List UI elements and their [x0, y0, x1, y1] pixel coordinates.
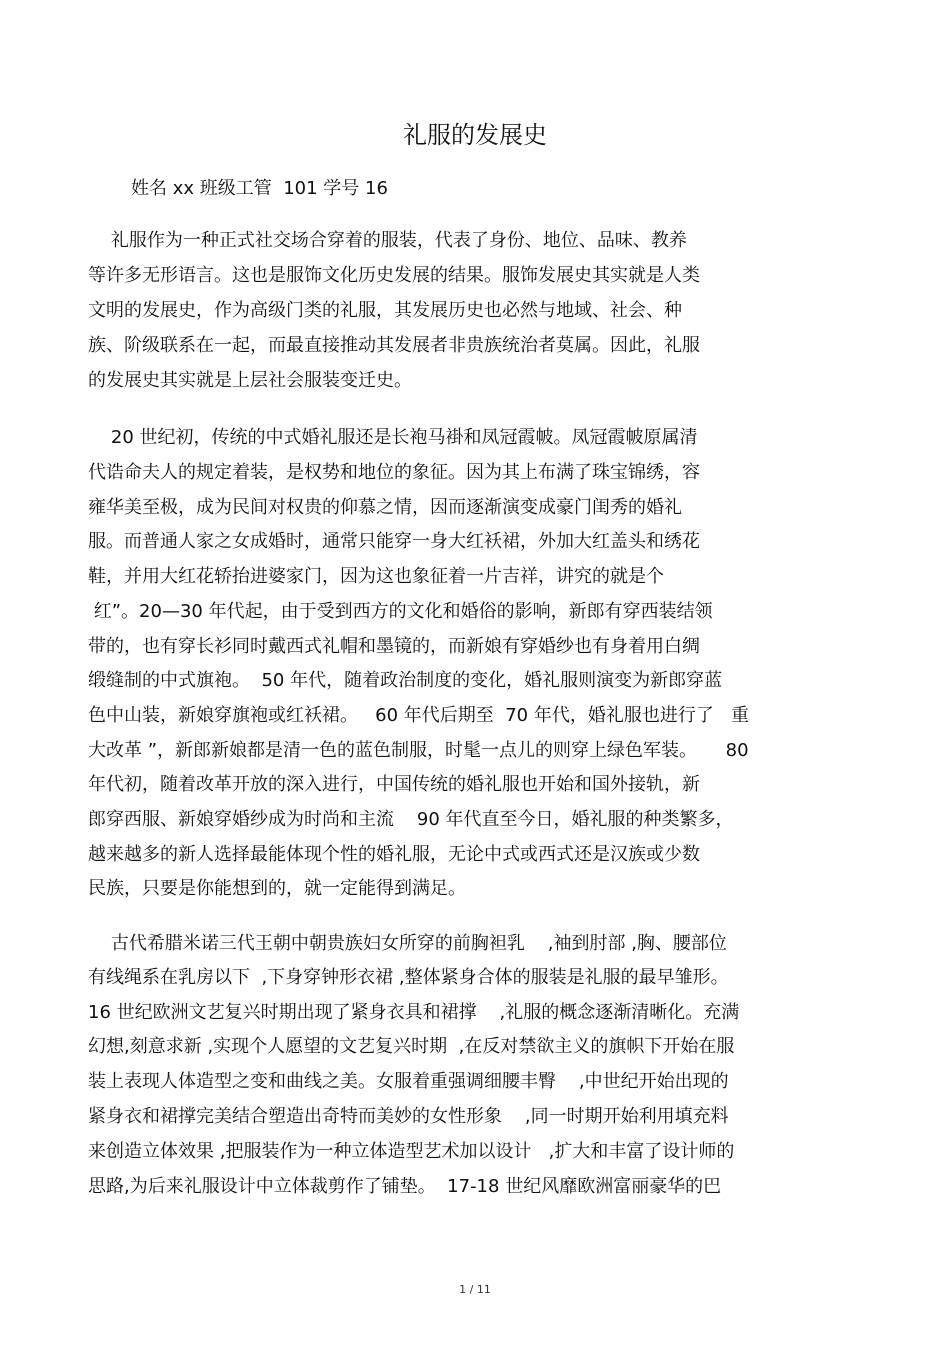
- paragraph-line: 思路,为后来礼服设计中立体裁剪作了铺垫。 17-18 世纪风靡欧洲富丽豪华的巴: [88, 1176, 722, 1197]
- paragraph-line: 大改革 ”，新郎新娘都是清一色的蓝色制服，时髦一点儿的则穿上绿色军装。 80: [88, 740, 749, 761]
- paragraph-line: 等许多无形语言。这也是服饰文化历史发展的结果。服饰发展史其实就是人类: [88, 265, 700, 286]
- paragraph-line: 礼服作为一种正式社交场合穿着的服装，代表了身份、地位、品味、教养: [88, 230, 687, 251]
- paragraph-line: 鞋，并用大红花轿抬进婆家门，因为这也象征着一片吉祥，讲究的就是个: [88, 566, 664, 587]
- paragraph-line: 装上表现人体造型之变和曲线之美。女服着重强调细腰丰臀 ,中世纪开始出现的: [88, 1071, 729, 1092]
- paragraph-line: 代诰命夫人的规定着装，是权势和地位的象征。因为其上布满了珠宝锦绣，容: [88, 462, 700, 483]
- paragraph-line: 幻想,刻意求新 ,实现个人愿望的文艺复兴时期 ,在反对禁欲主义的旗帜下开始在服: [88, 1036, 735, 1057]
- paragraph-line: 缎缝制的中式旗袍。 50 年代，随着政治制度的变化，婚礼服则演变为新郎穿蓝: [88, 670, 723, 691]
- paragraph-line: 带的，也有穿长衫同时戴西式礼帽和墨镜的，而新娘有穿婚纱也有身着用白绸: [88, 636, 700, 657]
- paragraph-line: 年代初，随着改革开放的深入进行，中国传统的婚礼服也开始和国外接轨，新: [88, 774, 700, 795]
- paragraph-line: 20 世纪初，传统的中式婚礼服还是长袍马褂和凤冠霞帔。凤冠霞帔原属清: [88, 427, 698, 448]
- paragraph-line: 来创造立体效果 ,把服装作为一种立体造型艺术加以设计 ,扩大和丰富了设计师的: [88, 1141, 735, 1162]
- paragraph-line: 越来越多的新人选择最能体现个性的婚礼服，无论中式或西式还是汉族或少数: [88, 844, 700, 865]
- paragraph-line: 的发展史其实就是上层社会服装变迁史。: [88, 370, 412, 391]
- paragraph-line: 民族，只要是你能想到的，就一定能得到满足。: [88, 878, 466, 899]
- paragraph-line: 红”。20—30 年代起，由于受到西方的文化和婚俗的影响，新郎有穿西装结领: [88, 601, 713, 622]
- paragraph-line: 16 世纪欧洲文艺复兴时期出现了紧身衣具和裙撑 ,礼服的概念逐渐清晰化。充满: [88, 1002, 740, 1023]
- paragraph-line: 有线绳系在乳房以下 ,下身穿钟形衣裙 ,整体紧身合体的服装是礼服的最早雏形。: [88, 967, 729, 988]
- paragraph-line: 雍华美至极，成为民间对权贵的仰慕之情，因而逐渐演变成豪门闺秀的婚礼: [88, 497, 682, 518]
- page-number: 1 / 11: [459, 1283, 491, 1296]
- paragraph-line: 古代希腊米诺三代王朝中朝贵族妇女所穿的前胸袒乳 ,袖到肘部 ,胸、腰部位: [88, 933, 727, 954]
- author-line: 姓名 xx 班级工管 101 学号 16: [131, 178, 388, 199]
- paragraph-line: 色中山装，新娘穿旗袍或红袄裙。 60 年代后期至 70 年代，婚礼服也进行了 重: [88, 705, 750, 726]
- document-title: 礼服的发展史: [403, 121, 547, 149]
- paragraph-line: 郎穿西服、新娘穿婚纱成为时尚和主流 90 年代直至今日，婚礼服的种类繁多，: [88, 809, 734, 830]
- paragraph-line: 紧身衣和裙撑完美结合塑造出奇特而美妙的女性形象 ,同一时期开始利用填充料: [88, 1106, 729, 1127]
- paragraph-line: 服。而普通人家之女成婚时，通常只能穿一身大红袄裙，外加大红盖头和绣花: [88, 531, 700, 552]
- paragraph-line: 文明的发展史，作为高级门类的礼服，其发展历史也必然与地域、社会、种: [88, 300, 682, 321]
- paragraph-line: 族、阶级联系在一起，而最直接推动其发展者非贵族统治者莫属。因此，礼服: [88, 335, 700, 356]
